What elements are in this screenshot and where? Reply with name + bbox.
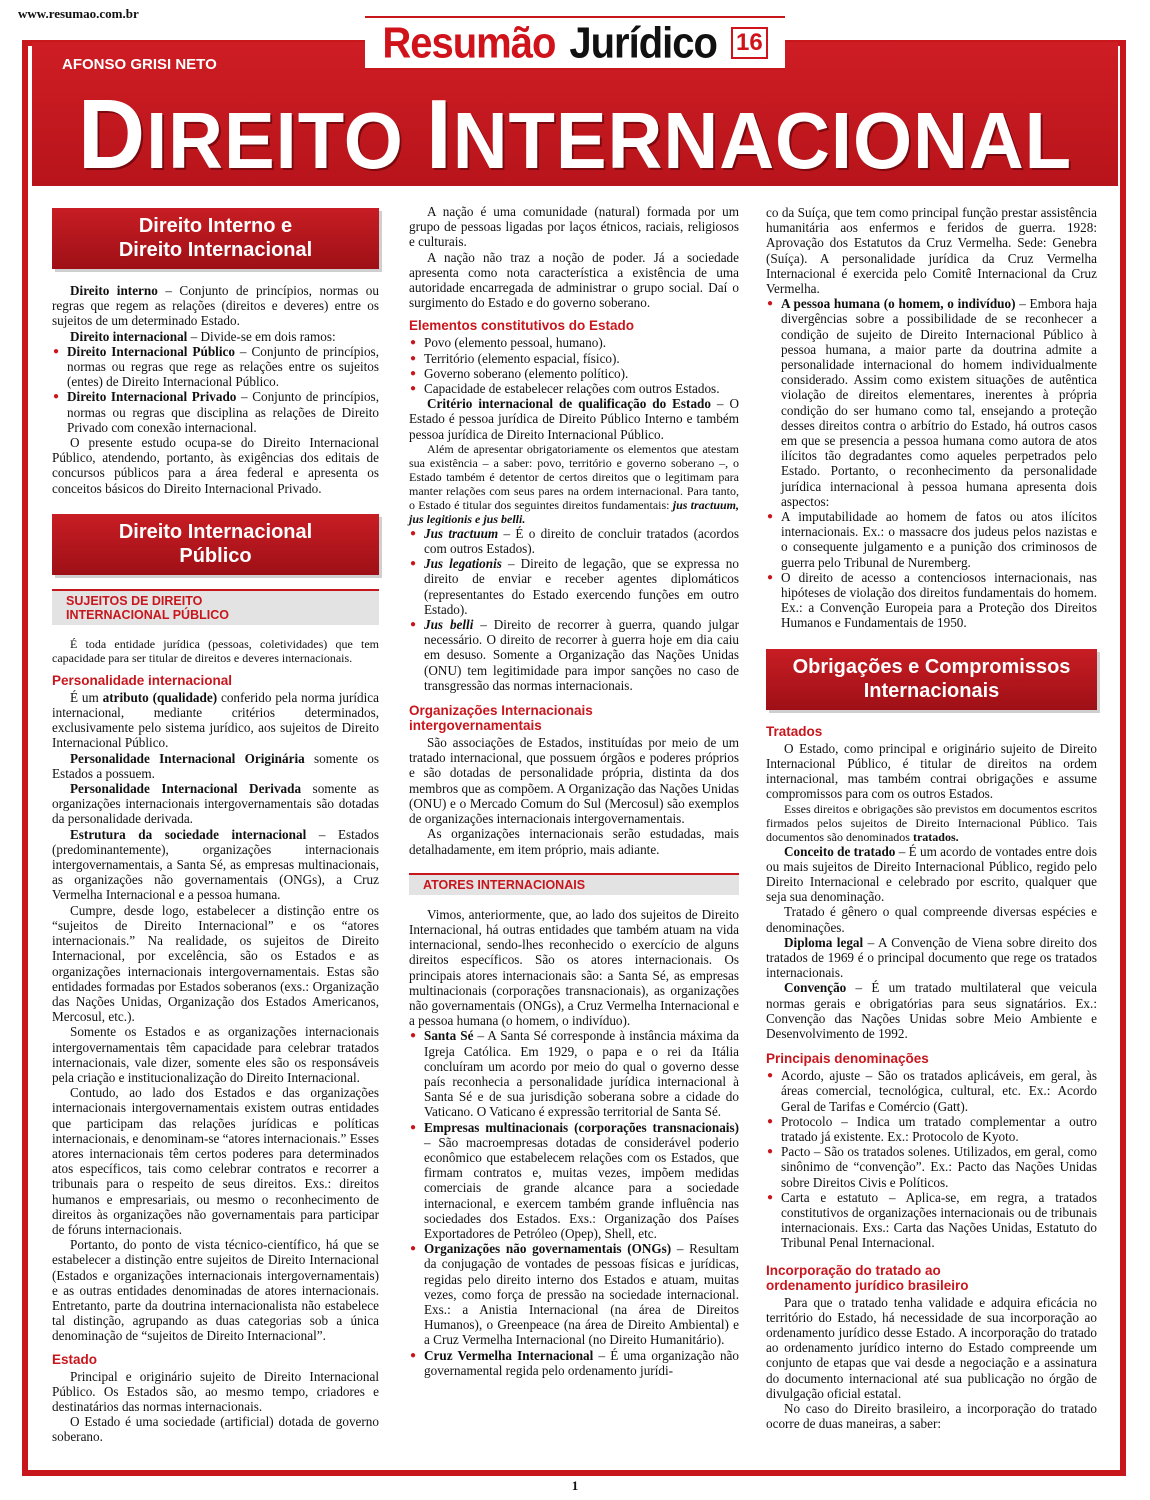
subsection-heading: SUJEITOS DE DIREITO INTERNACIONAL PÚBLICO: [52, 589, 379, 625]
paragraph: A nação é uma comunidade (natural) formada por um grupo de pessoas ligadas por laços étnicos, raciais, religiosos e culturais.: [409, 204, 739, 250]
paragraph: As organizações internacionais serão estudadas, mais detalhadamente, em item próprio, mais adiante.: [409, 826, 739, 857]
bullet-list: [766, 1068, 1097, 1250]
paragraph: A nação não traz a noção de poder. Já a sociedade apresenta como nota característica a existência de uma autoridade encarregada de administrar o grupo social. Daí o surgimento do Estado e do governo soberano.: [409, 249, 739, 311]
topic-heading: Personalidade internacional: [52, 672, 233, 688]
paragraph: Estrutura da sociedade internacional – Estados (predominantemente), organizações internacionais intergovernamentais, a Santa Sé, as empresas multinacionais, as organizações não governamentais (ONGs), a Cruz Vermelha Internacional e a pessoa humana.: [52, 826, 379, 903]
list-item: ● Povo (elemento pessoal, humano).: [409, 335, 739, 350]
brand-logo: [365, 16, 785, 70]
list-item: ● Jus legationis – Direito de legação, que se expressa no direito de enviar e receber agentes diplomáticos (representantes do Estado exercendo funções em outro Estado).: [409, 556, 739, 617]
section-heading: Direito Internacional Público: [52, 514, 379, 575]
bullet-list: [409, 1028, 739, 1378]
list-item: ● Jus belli – Direito de recorrer à guerra, quando julgar necessário. O direito de recorrer à guerra hoje em dia caiu em desuso. Somente a Organização das Nações Unidas (ONU) tem legitimidade para impor sanções no caso de transgressão das normas internacionais.: [409, 617, 739, 693]
paragraph: É um atributo (qualidade) conferido pela norma jurídica internacional, mediante critérios determinados, exclusivamente pelo sistema jurídico, aos sujeitos de Direito Internacional Público.: [52, 689, 379, 751]
paragraph: Somente os Estados e as organizações internacionais intergovernamentais têm capacidade para celebrar tratados internacionais, vale dizer, somente eles são os responsáveis pela criação e institucionalização do Direito Internacional.: [52, 1024, 379, 1085]
paragraph: Tratado é gênero o qual compreende diversas espécies e denominações.: [766, 904, 1097, 935]
paragraph: Contudo, ao lado dos Estados e das organizações internacionais intergovernamentais existem outras entidades que participam das relações jurídicas e políticas internacionais, e denominam-se “atores internacionais.” Esses atores internacionais têm certos poderes para determinados atos específicos, tais como celebrar contratos e recorrer a tribunais para o respeito de seus direitos. Exs.: direitos humanos e empresariais, ou mesmo o reconhecimento de direitos às organizações não governamentais para participar de fóruns internacionais.: [52, 1085, 380, 1237]
paragraph: Personalidade Internacional Derivada somente as organizações internacionais intergovernamentais são dotadas da personalidade derivada.: [52, 781, 379, 827]
list-item: ● Capacidade de estabelecer relações com outros Estados.: [409, 381, 739, 396]
list-item: ● Empresas multinacionais (corporações transnacionais) – São macroempresas dotadas de considerável poderio econômico que estabelecem relações com os Estados, que firmam contratos e, muitas vezes, impõem medidas comerciais de grande alcance para a sociedade internacional, e exercem também grande influência nas sociedades dos Estados. Exs.: Organização dos Países Exportadores de Petróleo (Opep), Shell, etc.: [409, 1120, 739, 1242]
list-item: ● Território (elemento espacial, físico).: [409, 351, 739, 366]
paragraph: Cumpre, desde logo, estabelecer a distinção entre os “sujeitos de Direito Internacional” e os “atores internacionais.” Na realidade, os sujeitos de Direito Internacional, por excelência, são os Estados e as organizações internacionais intergovernamentais. Estas são entidades formadas por Estados soberanos (exs.: Organização das Nações Unidas, Organização dos Estados Americanos, Mercosul, etc.).: [52, 902, 379, 1025]
subsection-heading: ATORES INTERNACIONAIS: [409, 873, 739, 895]
paragraph: O presente estudo ocupa-se do Direito Internacional Público, atendendo, portanto, às exigências dos editais de concursos públicos para a área federal e apresenta os conceitos básicos do Direito Internacional Privado.: [52, 435, 379, 496]
page-title: DIREITO INTERNACIONAL: [77, 79, 1073, 189]
list-item: ● Carta e estatuto – Aplica-se, em regra, a tratados constitutivos de organizações internacionais ou de tribunais internacionais. Exs.: Carta das Nações Unidas, Estatuto do Tribunal Penal Internacional.: [766, 1190, 1097, 1251]
brand-name-red: Resumão: [382, 18, 556, 67]
paragraph: Principal e originário sujeito de Direito Internacional Público. Os Estados são, ao mesmo tempo, criadores e destinatários das normas internacionais.: [52, 1368, 379, 1414]
topic-heading: Tratados: [766, 723, 823, 739]
paragraph: São associações de Estados, instituídas por meio de um tratado internacional, que possuem órgãos e poderes próprios e são dotadas de personalidade própria, distinta da dos membros que as compõem. A Organização das Nações Unidas (ONU) e o Mercado Comum do Sul (Mercosul) são exemplos de organizações internacionais intergovernamentais.: [409, 735, 739, 827]
paragraph: Direito internacional – Divide-se em dois ramos:: [70, 328, 336, 344]
brand-name-black: Jurídico: [569, 18, 717, 67]
list-item: ● Direito Internacional Privado – Conjunto de princípios, normas ou regras que disciplina as relações de Direito Privado com conexão internacional.: [52, 389, 379, 435]
topic-heading: Principais denominações: [766, 1051, 929, 1067]
topic-heading: Incorporação do tratado ao ordenamento jurídico brasileiro: [766, 1262, 969, 1293]
paragraph: Convenção – É um tratado multilateral que veicula normas gerais e obrigatórias para seus signatários. Ex.: Convenção das Nações Unidas sobre Meio Ambiente e Desenvolvimento de 1992.: [766, 980, 1097, 1041]
list-item: ● A pessoa humana (o homem, o indivíduo) – Embora haja divergências sobre a possibilidade de se reconhecer a condição de sujeito de Direito Internacional Público à pessoa humana, a maior parte da doutrina admite a personalidade internacional do homem individualmente considerado. Assim como existem situações de autêntica violação de direitos elementares, inerentes à própria condição do ser humano como tal, ensejando a proteção desses direitos contra o arbítrio do Estado, há outros casos em que se presencia a pessoa humana como autora de atos ilícitos tão degradantes como aqueles perpetrados pelo Estado. Portanto, o reconhecimento da personalidade jurídica internacional à pessoa humana apresenta dois aspectos:: [766, 296, 1097, 509]
site-url[interactable]: www.resumao.com.br: [18, 6, 139, 21]
paragraph: Esses direitos e obrigações são previstos em documentos escritos firmados pelos sujeitos de Direito Internacional Público. Tais documentos são denominados tratados.: [766, 801, 1097, 844]
list-item: ● Jus tractuum – É o direito de concluir tratados (acordos com outros Estados).: [409, 526, 739, 556]
paragraph: É toda entidade jurídica (pessoas, coletividades) que tem capacidade para ser titular de direitos e deveres internacionais.: [52, 636, 379, 665]
paragraph: O Estado, como principal e originário sujeito de Direito Internacional Público, é titular de direitos na ordem internacional, mas também contrai obrigações e assume compromissos para com os outros Estados.: [766, 740, 1097, 802]
list-item: ● Pacto – São os tratados solenes. Utilizados, em geral, como sinônimo de “convenção”. Ex.: Pacto das Nações Unidas sobre Direitos Civis e Políticos.: [766, 1144, 1097, 1190]
paragraph: Portanto, do ponto de vista técnico-científico, há que se estabelecer a distinção entre sujeitos de Direito Internacional (Estados e organizações internacionais intergovernamentais) e as outras entidades denominadas de atores internacionais. Entretanto, parte da doutrina internacionalista não estabelece tal distinção, agrupando as duas categorias sob a única denominação de “sujeitos de Direito Internacional”.: [52, 1237, 379, 1344]
paragraph: Critério internacional de qualificação do Estado – O Estado é pessoa jurídica de Direito Público Interno e também pessoa jurídica de Direito Internacional Público.: [409, 396, 739, 442]
bullet-list: [766, 296, 1097, 630]
section-heading: Direito Interno e Direito Internacional: [52, 208, 379, 269]
list-item: ● A imputabilidade ao homem de fatos ou atos ilícitos internacionais. Ex.: o massacre dos judeus pelos nazistas e o consequente julgamento e a punição dos criminosos de guerra pelo Tribunal de Nuremberg.: [766, 509, 1097, 570]
page-number: 1: [571, 1478, 579, 1493]
list-item: ● Governo soberano (elemento político).: [409, 366, 739, 381]
column-3: [766, 205, 1097, 1431]
topic-heading: Estado: [52, 1351, 98, 1367]
topic-heading: Organizações Internacionais intergovernamentais: [409, 703, 593, 734]
column-2: [409, 204, 739, 1378]
paragraph: No caso do Direito brasileiro, a incorporação do tratado ocorre de duas maneiras, a saber:: [766, 1401, 1097, 1432]
list-item: ● Santa Sé – A Santa Sé corresponde à instância máxima da Igreja Católica. Em 1929, o papa e o rei da Itália concluíram um acordo por meio do qual o governo desse país reconhecia a personalidade jurídica internacional à Santa Sé e de sua jurisdição soberana sobre a cidade do Vaticano. O Vaticano é expressão territorial de Santa Sé.: [409, 1028, 739, 1119]
list-item: ● Organizações não governamentais (ONGs) – Resultam da conjugação de vontades de pessoas físicas e jurídicas, regidas pelo direito interno dos Estados e atuam, muitas vezes, como força de pressão na sociedade internacional. Exs.: a Anistia Internacional (na área de Direitos Humanos), o Greenpeace (na área de Direito Ambiental) e a Cruz Vermelha Internacional (no Direito Humanitário).: [409, 1241, 739, 1347]
author: AFONSO GRISI NETO: [62, 56, 217, 73]
issue-number: 16: [731, 27, 768, 59]
paragraph: O Estado é uma sociedade (artificial) dotada de governo soberano.: [52, 1414, 379, 1445]
paragraph: Direito interno – Conjunto de princípios, normas ou regras que regem as relações (direitos e deveres) entre os sujeitos de um determinado Estado.: [52, 283, 379, 329]
paragraph: Para que o tratado tenha validade e adquira eficácia no território do Estado, há necessidade de sua incorporação ao ordenamento jurídico desse Estado. A incorporação do tratado ao ordenamento jurídico interno do Estado compreende um conjunto de etapas que vai desde a negociação e a assinatura do documento internacional até sua publicação no órgão de divulgação oficial estatal.: [766, 1294, 1097, 1401]
paragraph: Personalidade Internacional Originária somente os Estados a possuem.: [52, 750, 379, 781]
section-heading: Obrigações e Compromissos Internacionais: [766, 649, 1097, 710]
paragraph: Além de apresentar obrigatoriamente os elementos que atestam sua existência – a saber: povo, território e governo soberano –, o Estado também é detentor de certos direitos que o legitimam para manter relações com seus pares na ordem internacional. Para tanto, o Estado é titular dos seguintes direitos fundamentais: jus tractuum, jus legitionis e jus belli.: [409, 441, 739, 526]
bullet-list: [409, 526, 739, 693]
list-item: ● Protocolo – Indica um tratado complementar a outro tratado já existente. Ex.: Protocolo de Kyoto.: [766, 1114, 1097, 1144]
column-1: [52, 200, 379, 1445]
paragraph: Conceito de tratado – É um acordo de vontades entre dois ou mais sujeitos de Direito Internacional Público, regido pelo Direito Internacional e celebrado por escrito, qualquer que seja sua denominação.: [766, 843, 1097, 905]
bullet-list: [52, 344, 379, 435]
list-item: ● Cruz Vermelha Internacional – É uma organização não governamental regida pelo ordenamento jurídi-: [409, 1348, 739, 1378]
list-item: ● Direito Internacional Público – Conjunto de princípios, normas ou regras que rege as relações entre os sujeitos (entes) de Direito Internacional Público.: [52, 344, 379, 390]
list-item: ● O direito de acesso a contenciosos internacionais, nas hipóteses de violação dos direitos fundamentais do homem. Ex.: a Convenção Europeia para a Proteção dos Direitos Humanos e Fundamentais de 1950.: [766, 570, 1097, 631]
paragraph: co da Suíça, que tem como principal função prestar assistência humanitária aos enfermos e feridos de guerra. 1928: Aprovação dos Estatutos da Cruz Vermelha. Sede: Genebra (Suíça). A personalidade jurídica da Cruz Vermelha Internacional é exercida pelo Comitê Internacional da Cruz Vermelha.: [766, 205, 1097, 297]
list-item: ● Acordo, ajuste – São os tratados aplicáveis, em geral, às áreas comercial, tecnológica, cultural, etc. Ex.: Acordo Geral de Tarifas e Comércio (Gatt).: [766, 1068, 1097, 1114]
paragraph: Vimos, anteriormente, que, ao lado dos sujeitos de Direito Internacional, há outras entidades que também atuam na vida internacional, sendo-lhes reconhecido o exercício de alguns direitos específicos. São os atores internacionais. Os principais atores internacionais são: a Santa Sé, as empresas multinacionais (corporações transnacionais), as organizações não governamentais (ONGs), a Cruz Vermelha Internacional e a pessoa humana (o homem, o indivíduo).: [409, 906, 739, 1029]
topic-heading: Elementos constitutivos do Estado: [409, 318, 635, 334]
bullet-list: [409, 335, 739, 396]
paragraph: Diploma legal – A Convenção de Viena sobre direito dos tratados de 1969 é o principal documento que rege os tratados internacionais.: [766, 934, 1097, 981]
